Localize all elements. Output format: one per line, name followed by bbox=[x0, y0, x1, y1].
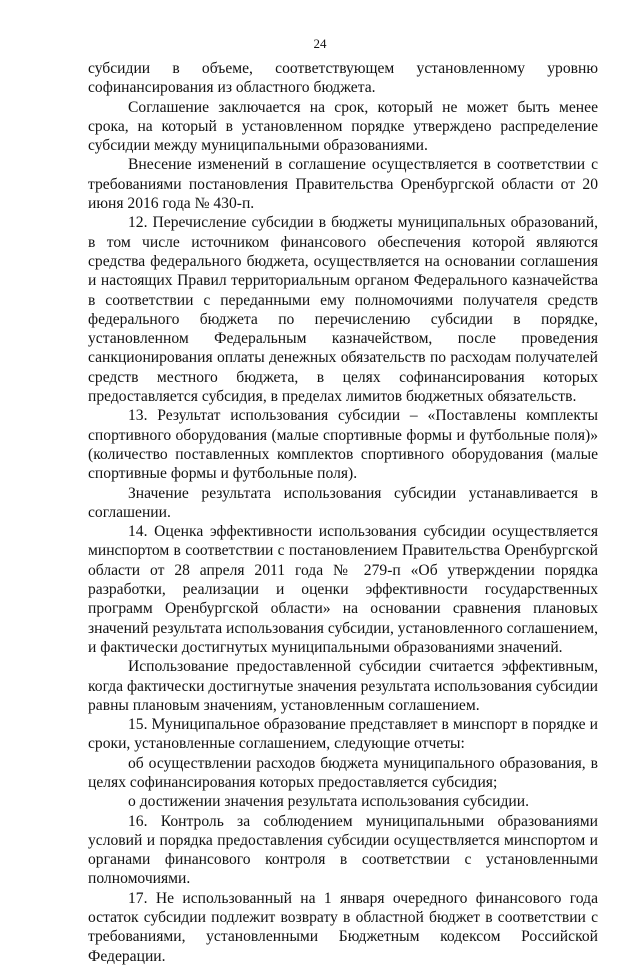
page-number: 24 bbox=[313, 36, 327, 51]
document-body bbox=[88, 59, 598, 966]
paragraph-11: о достижении значения результата использования субсидии. bbox=[128, 793, 529, 811]
paragraph-4: 12. Перечисление субсидии в бюджеты муниципальных образований, в том числе источником финансового обеспечения которой являются средства федерального бюджета, осуществляется на основании соглашения и настоящих Правил территориальным органом Федерального казначейства в соответствии с переданными ему полномочиями получателя средств федерального бюджета по перечислению субсидии в порядке, установленном Федеральным казначейством, после проведения санкционирования оплаты денежных обязательств по расходам получателей средств местного бюджета, в целях софинансирования которых предоставляется субсидия, в пределах лимитов бюджетных обязательств. bbox=[88, 214, 598, 406]
paragraph-10: об осуществлении расходов бюджета муниципального образования, в целях софинансирования которых предоставляется субсидия; bbox=[88, 754, 598, 791]
paragraph-9: 15. Муниципальное образование представляет в минспорт в порядке и сроки, установленные соглашением, следующие отчеты: bbox=[88, 716, 598, 753]
paragraph-6: Значение результата использования субсидии устанавливается в соглашении. bbox=[88, 484, 598, 521]
paragraph-5: 13. Результат использования субсидии – «Поставлены комплекты спортивного оборудования (малые спортивные формы и футбольные поля)» (количество поставленных комплектов спортивного оборудования (малые спортивные формы и футбольные поля). bbox=[88, 407, 598, 483]
paragraph-8: Использование предоставленной субсидии считается эффективным, когда фактически достигнутые значения результата использования субсидии равны плановым значениям, установленным соглашением. bbox=[88, 658, 599, 714]
paragraph-3: Внесение изменений в соглашение осуществляется в соответствии с требованиями постановления Правительства Оренбургской области от 20 июня 2016 года № 430-п. bbox=[88, 156, 598, 213]
paragraph-13: 17. Не использованный на 1 января очередного финансового года остаток субсидии подлежит возврату в областной бюджет в соответствии с требованиями, установленными Бюджетным кодексом Российской Федерации. bbox=[88, 889, 598, 965]
paragraph-7: 14. Оценка эффективности использования субсидии осуществляется минспортом в соответствии с постановлением Правительства Оренбургской области от 28 апреля 2011 года № 279-п «Об утверждении порядка разработки, реализации и оценки эффективности государственных программ Оренбургской области» на основании сравнения плановых значений результата использования субсидии, установленного соглашением, и фактически достигнутых муниципальными образованиями значений. bbox=[88, 523, 598, 656]
paragraph-2: Соглашение заключается на срок, который не может быть менее срока, на который в установленном порядке утверждено распределение субсидии между муниципальными образованиями. bbox=[88, 98, 598, 155]
paragraph-1: субсидии в объеме, соответствующем установленному уровню софинансирования из областного бюджета. bbox=[88, 60, 598, 97]
paragraph-12: 16. Контроль за соблюдением муниципальными образованиями условий и порядка предоставления субсидии осуществляется минспортом и органами финансового контроля в соответствии с установленными полномочиями. bbox=[88, 812, 598, 888]
